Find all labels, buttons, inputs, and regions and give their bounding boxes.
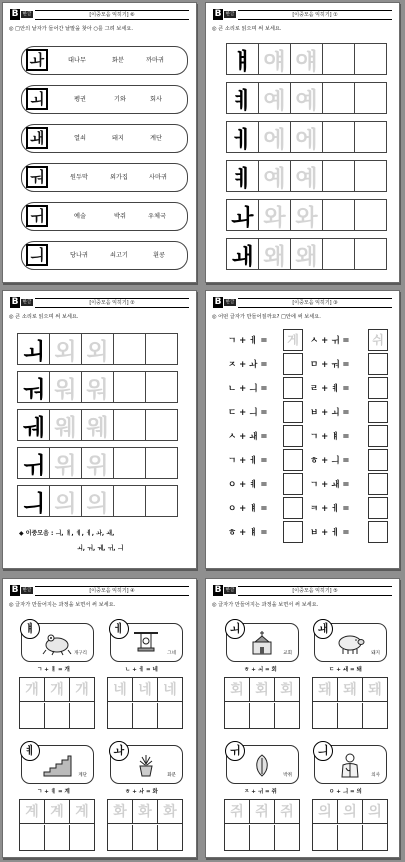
brand-subtitle: 한글 — [225, 588, 235, 593]
vowel-box: ㅟ — [26, 205, 48, 227]
formula: ㅎ + ㅘ = 화 — [125, 789, 158, 795]
brand-logo: B — [214, 297, 222, 307]
bat-icon — [247, 752, 277, 778]
vowel-badge: ㅘ — [109, 741, 129, 761]
trace-letter[interactable]: 얘 — [258, 43, 291, 75]
trace-grid[interactable] — [19, 799, 95, 851]
worksheet-page-1 — [205, 2, 400, 283]
blank-cell[interactable] — [113, 333, 146, 365]
picture-word: 교회 — [283, 651, 292, 656]
brand-subtitle: 한글 — [22, 300, 32, 305]
equation-expression: ㅂ + ㅔ = — [310, 528, 350, 538]
formula: ㅇ + ㅢ = 의 — [329, 789, 362, 795]
picture-word: 개구리 — [73, 651, 87, 656]
trace-letter[interactable]: 예 — [258, 82, 291, 114]
blank-cell[interactable] — [113, 371, 146, 403]
brand-logo: B — [11, 297, 19, 307]
trace-grid[interactable] — [107, 799, 183, 851]
equation-expression: ㄱ + ㅙ = — [310, 480, 350, 490]
church-icon — [247, 630, 277, 656]
trace-letter[interactable]: 네 — [108, 678, 133, 702]
answer-box[interactable] — [368, 521, 388, 543]
trace-letter[interactable]: 쥐 — [225, 800, 250, 824]
vowel-badge: ㅙ — [313, 619, 333, 639]
word-option[interactable]: 쇠고기 — [110, 252, 128, 259]
worksheet-page-6 — [2, 2, 197, 283]
worksheet-page-2 — [2, 290, 197, 569]
page-header — [213, 585, 392, 596]
equation-expression: ㅎ + ㅢ = — [310, 456, 350, 466]
trace-letter[interactable]: 의 — [338, 800, 363, 824]
blank-cell[interactable] — [145, 485, 178, 517]
vowel-row — [21, 85, 188, 114]
equation-expression: ㅅ + ㅟ = — [310, 336, 350, 346]
picture-card — [226, 745, 299, 784]
writing-row — [226, 199, 387, 231]
vowel-box: ㅙ — [26, 127, 48, 149]
equation-expression: ㄱ + ㅒ = — [310, 432, 350, 442]
blank-cell[interactable] — [250, 825, 275, 850]
trace-letter[interactable]: 개 — [20, 678, 45, 702]
blank-cell[interactable] — [113, 409, 146, 441]
blank-cell[interactable] — [113, 485, 146, 517]
blank-cell[interactable] — [225, 703, 250, 728]
model-letter: ㅙ — [226, 238, 259, 270]
trace-letter[interactable]: 회 — [225, 678, 250, 702]
writing-row — [17, 485, 178, 517]
picture-card — [314, 745, 387, 784]
picture-word: 그네 — [167, 651, 176, 656]
trace-letter[interactable]: 워 — [49, 371, 82, 403]
blank-cell[interactable] — [145, 371, 178, 403]
blank-cell[interactable] — [322, 160, 355, 192]
formula: ㅎ + ㅚ = 회 — [244, 667, 277, 673]
blank-cell[interactable] — [322, 199, 355, 231]
word-option[interactable]: 회사 — [150, 96, 162, 103]
picture-word: 화분 — [167, 773, 176, 778]
blank-cell[interactable] — [322, 238, 355, 270]
answer-box[interactable]: 게 — [283, 329, 303, 351]
double-vowel-legend-line2: ㅚ, ㅝ, ㅞ, ㅟ, ㅢ — [77, 545, 124, 552]
equation-expression: ㄷ + ㅢ = — [228, 408, 268, 418]
vowel-badge: ㅒ — [20, 619, 40, 639]
word-option[interactable]: 휜콩 — [153, 252, 165, 259]
page-title: [이중모음 익히기] ① — [238, 10, 392, 20]
trace-letter[interactable]: 돼 — [338, 678, 363, 702]
blank-cell[interactable] — [145, 447, 178, 479]
vowel-row — [21, 163, 188, 192]
flowerpot-icon — [131, 752, 161, 778]
model-letter: ㅘ — [226, 199, 259, 231]
page-header — [213, 297, 392, 308]
formula: ㄱ + ㅖ = 계 — [37, 789, 70, 795]
vowel-badge: ㅢ — [313, 741, 333, 761]
answer-box[interactable] — [283, 521, 303, 543]
blank-cell[interactable] — [108, 825, 133, 850]
word-option[interactable]: 기와 — [114, 96, 126, 103]
trace-letter[interactable]: 계 — [70, 800, 94, 824]
answer-box[interactable] — [368, 353, 388, 375]
equation-expression: ㅇ + ㅒ = — [228, 504, 268, 514]
blank-cell[interactable] — [250, 703, 275, 728]
blank-cell[interactable] — [313, 703, 338, 728]
trace-grid[interactable] — [224, 677, 300, 729]
swing-icon — [131, 630, 161, 656]
trace-letter[interactable]: 예 — [290, 82, 323, 114]
writing-row — [17, 333, 178, 365]
blank-cell[interactable] — [145, 409, 178, 441]
answer-box[interactable] — [368, 425, 388, 447]
page-header — [10, 297, 189, 308]
page-title: [이중모음 익히기] ② — [35, 298, 189, 308]
picture-word: 박쥐 — [283, 773, 292, 778]
pig-icon — [335, 630, 365, 656]
word-option[interactable]: 사마귀 — [149, 174, 167, 181]
trace-letter[interactable]: 쥐 — [250, 800, 275, 824]
vowel-box: ㅝ — [26, 166, 48, 188]
answer-box[interactable] — [368, 473, 388, 495]
double-vowel-legend: ◆ 이중모음 : ㅢ, ㅒ, ㅖ, ㅔ, ㅘ, ㅙ, — [19, 530, 115, 537]
blank-cell[interactable] — [113, 447, 146, 479]
writing-row — [17, 447, 178, 479]
trace-letter[interactable]: 외 — [49, 333, 82, 365]
brand-subtitle: 한글 — [22, 588, 32, 593]
blank-cell[interactable] — [354, 43, 387, 75]
frog-icon — [42, 630, 72, 656]
answer-box[interactable] — [368, 449, 388, 471]
doctor-icon — [335, 752, 365, 778]
vowel-badge: ㅔ — [109, 619, 129, 639]
answer-box[interactable] — [368, 401, 388, 423]
model-letter: ㅟ — [17, 447, 50, 479]
vowel-badge: ㅖ — [20, 741, 40, 761]
word-option[interactable]: 예술 — [74, 213, 86, 220]
trace-letter[interactable]: 웨 — [49, 409, 82, 441]
formula: ㅈ + ㅟ = 쥐 — [244, 789, 277, 795]
trace-letter[interactable]: 얘 — [290, 43, 323, 75]
worksheet-page-4 — [2, 578, 197, 858]
formula: ㄴ + ㅔ = 네 — [125, 667, 158, 673]
trace-letter[interactable]: 워 — [81, 371, 114, 403]
blank-cell[interactable] — [45, 825, 70, 850]
page-header — [10, 9, 189, 20]
trace-letter[interactable]: 에 — [258, 121, 291, 153]
trace-letter[interactable]: 네 — [158, 678, 182, 702]
blank-cell[interactable] — [354, 121, 387, 153]
trace-letter[interactable]: 왜 — [290, 238, 323, 270]
picture-word: 돼지 — [371, 651, 380, 656]
blank-cell[interactable] — [354, 82, 387, 114]
blank-cell[interactable] — [354, 199, 387, 231]
word-option[interactable]: 외가집 — [110, 174, 128, 181]
page-title: [이중모음 익히기] ④ — [35, 586, 189, 596]
trace-grid[interactable] — [19, 677, 95, 729]
word-option[interactable]: 대나무 — [68, 57, 86, 64]
word-option[interactable]: 화분 — [112, 57, 124, 64]
blank-cell[interactable] — [108, 703, 133, 728]
word-option[interactable]: 펭귄 — [74, 96, 86, 103]
trace-grid[interactable] — [107, 677, 183, 729]
trace-letter[interactable]: 화 — [133, 800, 158, 824]
equation-expression: ㄴ + ㅢ = — [228, 384, 268, 394]
instruction-text: ◎ 큰 소리로 읽으며 써 보세요. — [212, 26, 282, 32]
brand-subtitle: 한글 — [225, 12, 235, 17]
blank-cell[interactable] — [145, 333, 178, 365]
blank-cell[interactable] — [322, 121, 355, 153]
answer-box[interactable] — [283, 449, 303, 471]
vowel-box: ㅚ — [26, 88, 48, 110]
picture-card — [21, 623, 94, 662]
equation-expression: ㄱ + ㅔ = — [228, 456, 268, 466]
word-option[interactable]: 당나귀 — [70, 252, 88, 259]
brand-logo: B — [11, 585, 19, 595]
page-header — [10, 585, 189, 596]
trace-letter[interactable]: 개 — [45, 678, 70, 702]
writing-row — [17, 371, 178, 403]
picture-card — [110, 623, 183, 662]
model-letter: ㅝ — [17, 371, 50, 403]
equation-expression: ㅂ + ㅚ = — [310, 408, 350, 418]
instruction-text: ◎ 어떤 글자가 만들어질까요? □안에 써 보세요. — [212, 314, 321, 320]
brand-subtitle: 한글 — [225, 300, 235, 305]
vowel-badge: ㅚ — [225, 619, 245, 639]
trace-letter[interactable]: 위 — [81, 447, 114, 479]
equation-expression: ㅅ + ㅙ = — [228, 432, 268, 442]
trace-letter[interactable]: 웨 — [81, 409, 114, 441]
blank-cell[interactable] — [70, 825, 94, 850]
answer-box[interactable]: 쉬 — [368, 329, 388, 351]
trace-grid[interactable] — [312, 677, 388, 729]
blank-cell[interactable] — [338, 825, 363, 850]
answer-box[interactable] — [283, 425, 303, 447]
model-letter: ㅢ — [17, 485, 50, 517]
word-option[interactable]: 계단 — [150, 135, 162, 142]
blank-cell[interactable] — [322, 82, 355, 114]
blank-cell[interactable] — [363, 825, 387, 850]
instruction-text: ◎ 글자가 만들어지는 과정을 보면서 써 보세요. — [212, 602, 319, 608]
page-title: [이중모음 익히기] ⑥ — [35, 10, 189, 20]
answer-box[interactable] — [283, 497, 303, 519]
trace-letter[interactable]: 회 — [250, 678, 275, 702]
model-letter: ㅒ — [226, 43, 259, 75]
brand-logo: B — [11, 9, 19, 19]
vowel-box: ㅘ — [26, 49, 48, 71]
trace-grid[interactable] — [312, 799, 388, 851]
equation-expression: ㄱ + ㅔ = — [228, 336, 268, 346]
trace-letter[interactable]: 와 — [290, 199, 323, 231]
blank-cell[interactable] — [20, 703, 45, 728]
trace-letter[interactable]: 의 — [313, 800, 338, 824]
picture-card — [110, 745, 183, 784]
trace-letter[interactable]: 왜 — [258, 238, 291, 270]
instruction-text: ◎ 큰 소리로 읽으며 써 보세요. — [9, 314, 79, 320]
blank-cell[interactable] — [354, 160, 387, 192]
model-letter: ㅚ — [17, 333, 50, 365]
model-letter: ㅖ — [226, 82, 259, 114]
word-option[interactable]: 까마귀 — [146, 57, 164, 64]
blank-cell[interactable] — [133, 825, 158, 850]
stairs-icon — [42, 752, 72, 778]
vowel-row — [21, 46, 188, 75]
equation-expression: ㅈ + ㅘ = — [228, 360, 268, 370]
trace-letter[interactable]: 개 — [70, 678, 94, 702]
trace-letter[interactable]: 예 — [258, 160, 291, 192]
trace-letter[interactable]: 쥐 — [275, 800, 299, 824]
word-option[interactable]: 박쥐 — [114, 213, 126, 220]
worksheet-page-3 — [205, 290, 400, 569]
brand-logo: B — [214, 9, 222, 19]
trace-letter[interactable]: 에 — [290, 121, 323, 153]
picture-card — [226, 623, 299, 662]
blank-cell[interactable] — [338, 703, 363, 728]
equation-expression: ㅁ + ㅝ = — [310, 360, 350, 370]
instruction-text: ◎ □안의 낱자가 들어간 낱말을 찾아 ○를 그려 보세요. — [9, 26, 134, 32]
trace-letter[interactable]: 네 — [133, 678, 158, 702]
picture-word: 의사 — [371, 773, 380, 778]
writing-row — [226, 121, 387, 153]
blank-cell[interactable] — [20, 825, 45, 850]
answer-box[interactable] — [283, 401, 303, 423]
trace-letter[interactable]: 의 — [363, 800, 387, 824]
blank-cell[interactable] — [158, 825, 182, 850]
model-letter: ㅖ — [226, 160, 259, 192]
trace-letter[interactable]: 화 — [158, 800, 182, 824]
blank-cell[interactable] — [275, 703, 299, 728]
answer-box[interactable] — [368, 497, 388, 519]
writing-row — [17, 409, 178, 441]
picture-card — [314, 623, 387, 662]
model-letter: ㅔ — [226, 121, 259, 153]
answer-box[interactable] — [283, 473, 303, 495]
trace-letter[interactable]: 돼 — [313, 678, 338, 702]
blank-cell[interactable] — [363, 703, 387, 728]
brand-logo: B — [214, 585, 222, 595]
trace-letter[interactable]: 위 — [49, 447, 82, 479]
brand-subtitle: 한글 — [22, 12, 32, 17]
answer-box[interactable] — [283, 377, 303, 399]
equation-expression: ㅇ + ㅖ = — [228, 480, 268, 490]
trace-letter[interactable]: 화 — [108, 800, 133, 824]
blank-cell[interactable] — [313, 825, 338, 850]
trace-letter[interactable]: 회 — [275, 678, 299, 702]
writing-row — [226, 160, 387, 192]
trace-letter[interactable]: 의 — [81, 485, 114, 517]
blank-cell[interactable] — [133, 703, 158, 728]
vowel-row — [21, 202, 188, 231]
word-option[interactable]: 돼지 — [112, 135, 124, 142]
answer-box[interactable] — [368, 377, 388, 399]
page-title: [이중모음 익히기] ⑤ — [238, 586, 392, 596]
picture-word: 계단 — [78, 773, 87, 778]
blank-cell[interactable] — [322, 43, 355, 75]
blank-cell[interactable] — [70, 703, 94, 728]
picture-card — [21, 745, 94, 784]
page-title: [이중모음 익히기] ③ — [238, 298, 392, 308]
trace-letter[interactable]: 예 — [290, 160, 323, 192]
trace-letter[interactable]: 계 — [20, 800, 45, 824]
formula: ㄷ + ㅙ = 돼 — [329, 667, 362, 673]
instruction-text: ◎ 글자가 만들어지는 과정을 보면서 써 보세요. — [9, 602, 116, 608]
trace-letter[interactable]: 와 — [258, 199, 291, 231]
writing-row — [226, 43, 387, 75]
trace-letter[interactable]: 계 — [45, 800, 70, 824]
answer-box[interactable] — [283, 353, 303, 375]
blank-cell[interactable] — [275, 825, 299, 850]
trace-letter[interactable]: 돼 — [363, 678, 387, 702]
word-option[interactable]: 우체국 — [148, 213, 166, 220]
worksheet-page-5 — [205, 578, 400, 858]
model-letter: ㅞ — [17, 409, 50, 441]
formula: ㄱ + ㅒ = 개 — [37, 667, 70, 673]
trace-letter[interactable]: 외 — [81, 333, 114, 365]
blank-cell[interactable] — [158, 703, 182, 728]
equation-expression: ㅎ + ㅒ = — [228, 528, 268, 538]
vowel-box: ㅢ — [26, 244, 48, 266]
blank-cell[interactable] — [354, 238, 387, 270]
word-option[interactable]: 원두막 — [70, 174, 88, 181]
equation-expression: ㄹ + ㅖ = — [310, 384, 350, 394]
writing-row — [226, 238, 387, 270]
blank-cell[interactable] — [45, 703, 70, 728]
blank-cell[interactable] — [225, 825, 250, 850]
page-header — [213, 9, 392, 20]
writing-row — [226, 82, 387, 114]
vowel-row — [21, 124, 188, 153]
vowel-row — [21, 241, 188, 270]
word-option[interactable]: 열쇠 — [74, 135, 86, 142]
equation-expression: ㅋ + ㅔ = — [310, 504, 350, 514]
trace-letter[interactable]: 의 — [49, 485, 82, 517]
vowel-badge: ㅟ — [225, 741, 245, 761]
trace-grid[interactable] — [224, 799, 300, 851]
